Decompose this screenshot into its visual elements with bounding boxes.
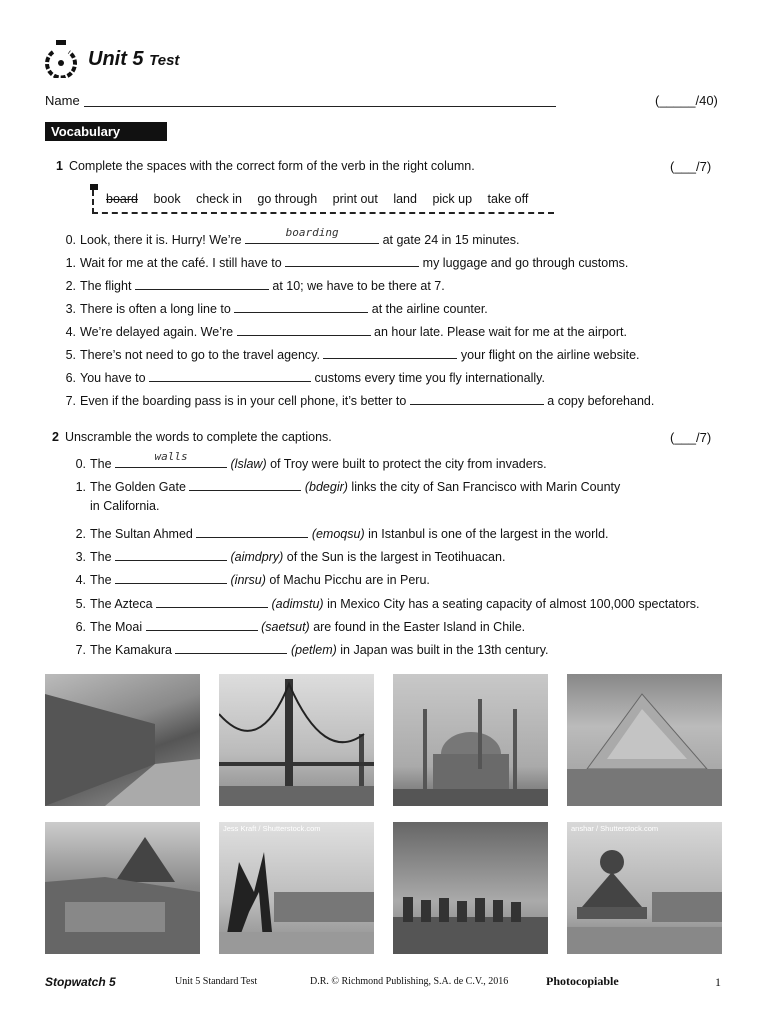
ex2-item-4: 4. The (inrsu) of Machu Picchu are in Peru. xyxy=(68,569,430,587)
photo-moai-statues xyxy=(393,822,548,954)
ex1-item-0: 0. Look, there it is. Hurry! We’re boarding at gate 24 in 15 minutes. xyxy=(65,226,520,247)
ex1-item-2: 2. The flight at 10; we have to be there at 7. xyxy=(58,275,445,293)
ex2-answer-3[interactable] xyxy=(115,546,227,561)
total-score: (_____/40) xyxy=(655,93,718,108)
word-go-through: go through xyxy=(257,192,318,206)
ex1-item-7: 7. Even if the boarding pass is in your cell phone, it’s better to a copy beforehand. xyxy=(58,390,654,408)
ex2-item-1: 1. The Golden Gate (bdegir) links the city of San Francisco with Marin County xyxy=(68,476,620,494)
ex1-answer-1[interactable] xyxy=(285,252,419,267)
footer-copyright: D.R. © Richmond Publishing, S.A. de C.V., 2016 xyxy=(310,976,509,987)
ex2-item-5: 5. The Azteca (adimstu) in Mexico City has a seating capacity of almost 100,000 spectators. xyxy=(68,593,699,611)
ex1-answer-3[interactable] xyxy=(234,298,368,313)
ex1-item-1: 1. Wait for me at the café. I still have to my luggage and go through customs. xyxy=(58,252,628,270)
photo-sultan-ahmed-mosque xyxy=(393,674,548,806)
word-board: board xyxy=(106,192,138,206)
word-land: land xyxy=(393,192,417,206)
unit-title: Unit 5 Test xyxy=(88,48,180,70)
ex2-item-3: 3. The (aimdpry) of the Sun is the largest in Teotihuacan. xyxy=(68,546,505,564)
ex1-item-5: 5. There’s not need to go to the travel agency. your flight on the airline website. xyxy=(58,344,640,362)
photo-kamakura-buddha: anshar / Shutterstock.com xyxy=(567,822,722,954)
stopwatch-icon xyxy=(44,40,78,78)
photo-golden-gate-bridge xyxy=(219,674,374,806)
name-field[interactable] xyxy=(84,106,556,107)
word-take-off: take off xyxy=(487,192,529,206)
word-box xyxy=(92,190,554,214)
ex2-item-0: 0. The walls (lslaw) of Troy were built to protect the city from invaders. xyxy=(75,450,547,471)
ex2-answer-6[interactable] xyxy=(146,616,258,631)
exercise-2-score: (___/7) xyxy=(670,430,712,445)
ex2-answer-7[interactable] xyxy=(175,639,287,654)
ex1-answer-4[interactable] xyxy=(237,321,371,336)
ex1-answer-7[interactable] xyxy=(410,390,544,405)
ex2-answer-4[interactable] xyxy=(115,569,227,584)
photo-pyramid-of-the-sun xyxy=(567,674,722,806)
word-pick-up: pick up xyxy=(432,192,473,206)
photo-machu-picchu xyxy=(45,822,200,954)
exercise-2-instruction: 2 Unscramble the words to complete the captions. xyxy=(52,430,332,444)
word-print-out: print out xyxy=(332,192,378,206)
ex2-item-6: 6. The Moai (saetsut) are found in the Easter Island in Chile. xyxy=(68,616,525,634)
word-box-tab xyxy=(90,184,98,190)
ex2-answer-5[interactable] xyxy=(156,593,268,608)
ex1-answer-5[interactable] xyxy=(323,344,457,359)
exercise-1-score: (___/7) xyxy=(670,159,712,174)
ex2-item-2: 2. The Sultan Ahmed (emoqsu) in Istanbul is one of the largest in the world. xyxy=(68,523,609,541)
footer-logo: Stopwatch 5 xyxy=(45,975,116,989)
photo-walls-of-troy xyxy=(45,674,200,806)
name-label: Name xyxy=(45,93,80,108)
exercise-1-instruction: 1 Complete the spaces with the correct form of the verb in the right column. xyxy=(56,159,475,173)
ex1-item-6: 6. You have to customs every time you fly internationally. xyxy=(58,367,545,385)
ex1-answer-6[interactable] xyxy=(149,367,311,382)
ex2-answer-0[interactable]: walls xyxy=(115,453,227,468)
ex1-answer-0[interactable]: boarding xyxy=(245,229,379,244)
footer-test-name: Unit 5 Standard Test xyxy=(175,976,258,987)
ex2-item-7: 7. The Kamakura (petlem) in Japan was built in the 13th century. xyxy=(68,639,549,657)
photo-azteca-stadium: Jess Kraft / Shutterstock.com xyxy=(219,822,374,954)
ex1-item-4: 4. We’re delayed again. We’re an hour late. Please wait for me at the airport. xyxy=(58,321,627,339)
ex2-answer-1[interactable] xyxy=(189,476,301,491)
ex2-answer-2[interactable] xyxy=(196,523,308,538)
ex1-answer-2[interactable] xyxy=(135,275,269,290)
word-check-in: check in xyxy=(196,192,242,206)
word-book: book xyxy=(153,192,181,206)
footer-photocopiable: Photocopiable xyxy=(546,974,619,988)
ex2-item-1-cont: in California. xyxy=(90,499,160,513)
section-header: Vocabulary xyxy=(45,122,167,141)
ex1-item-3: 3. There is often a long line to at the airline counter. xyxy=(58,298,488,316)
page-number: 1 xyxy=(715,975,721,989)
